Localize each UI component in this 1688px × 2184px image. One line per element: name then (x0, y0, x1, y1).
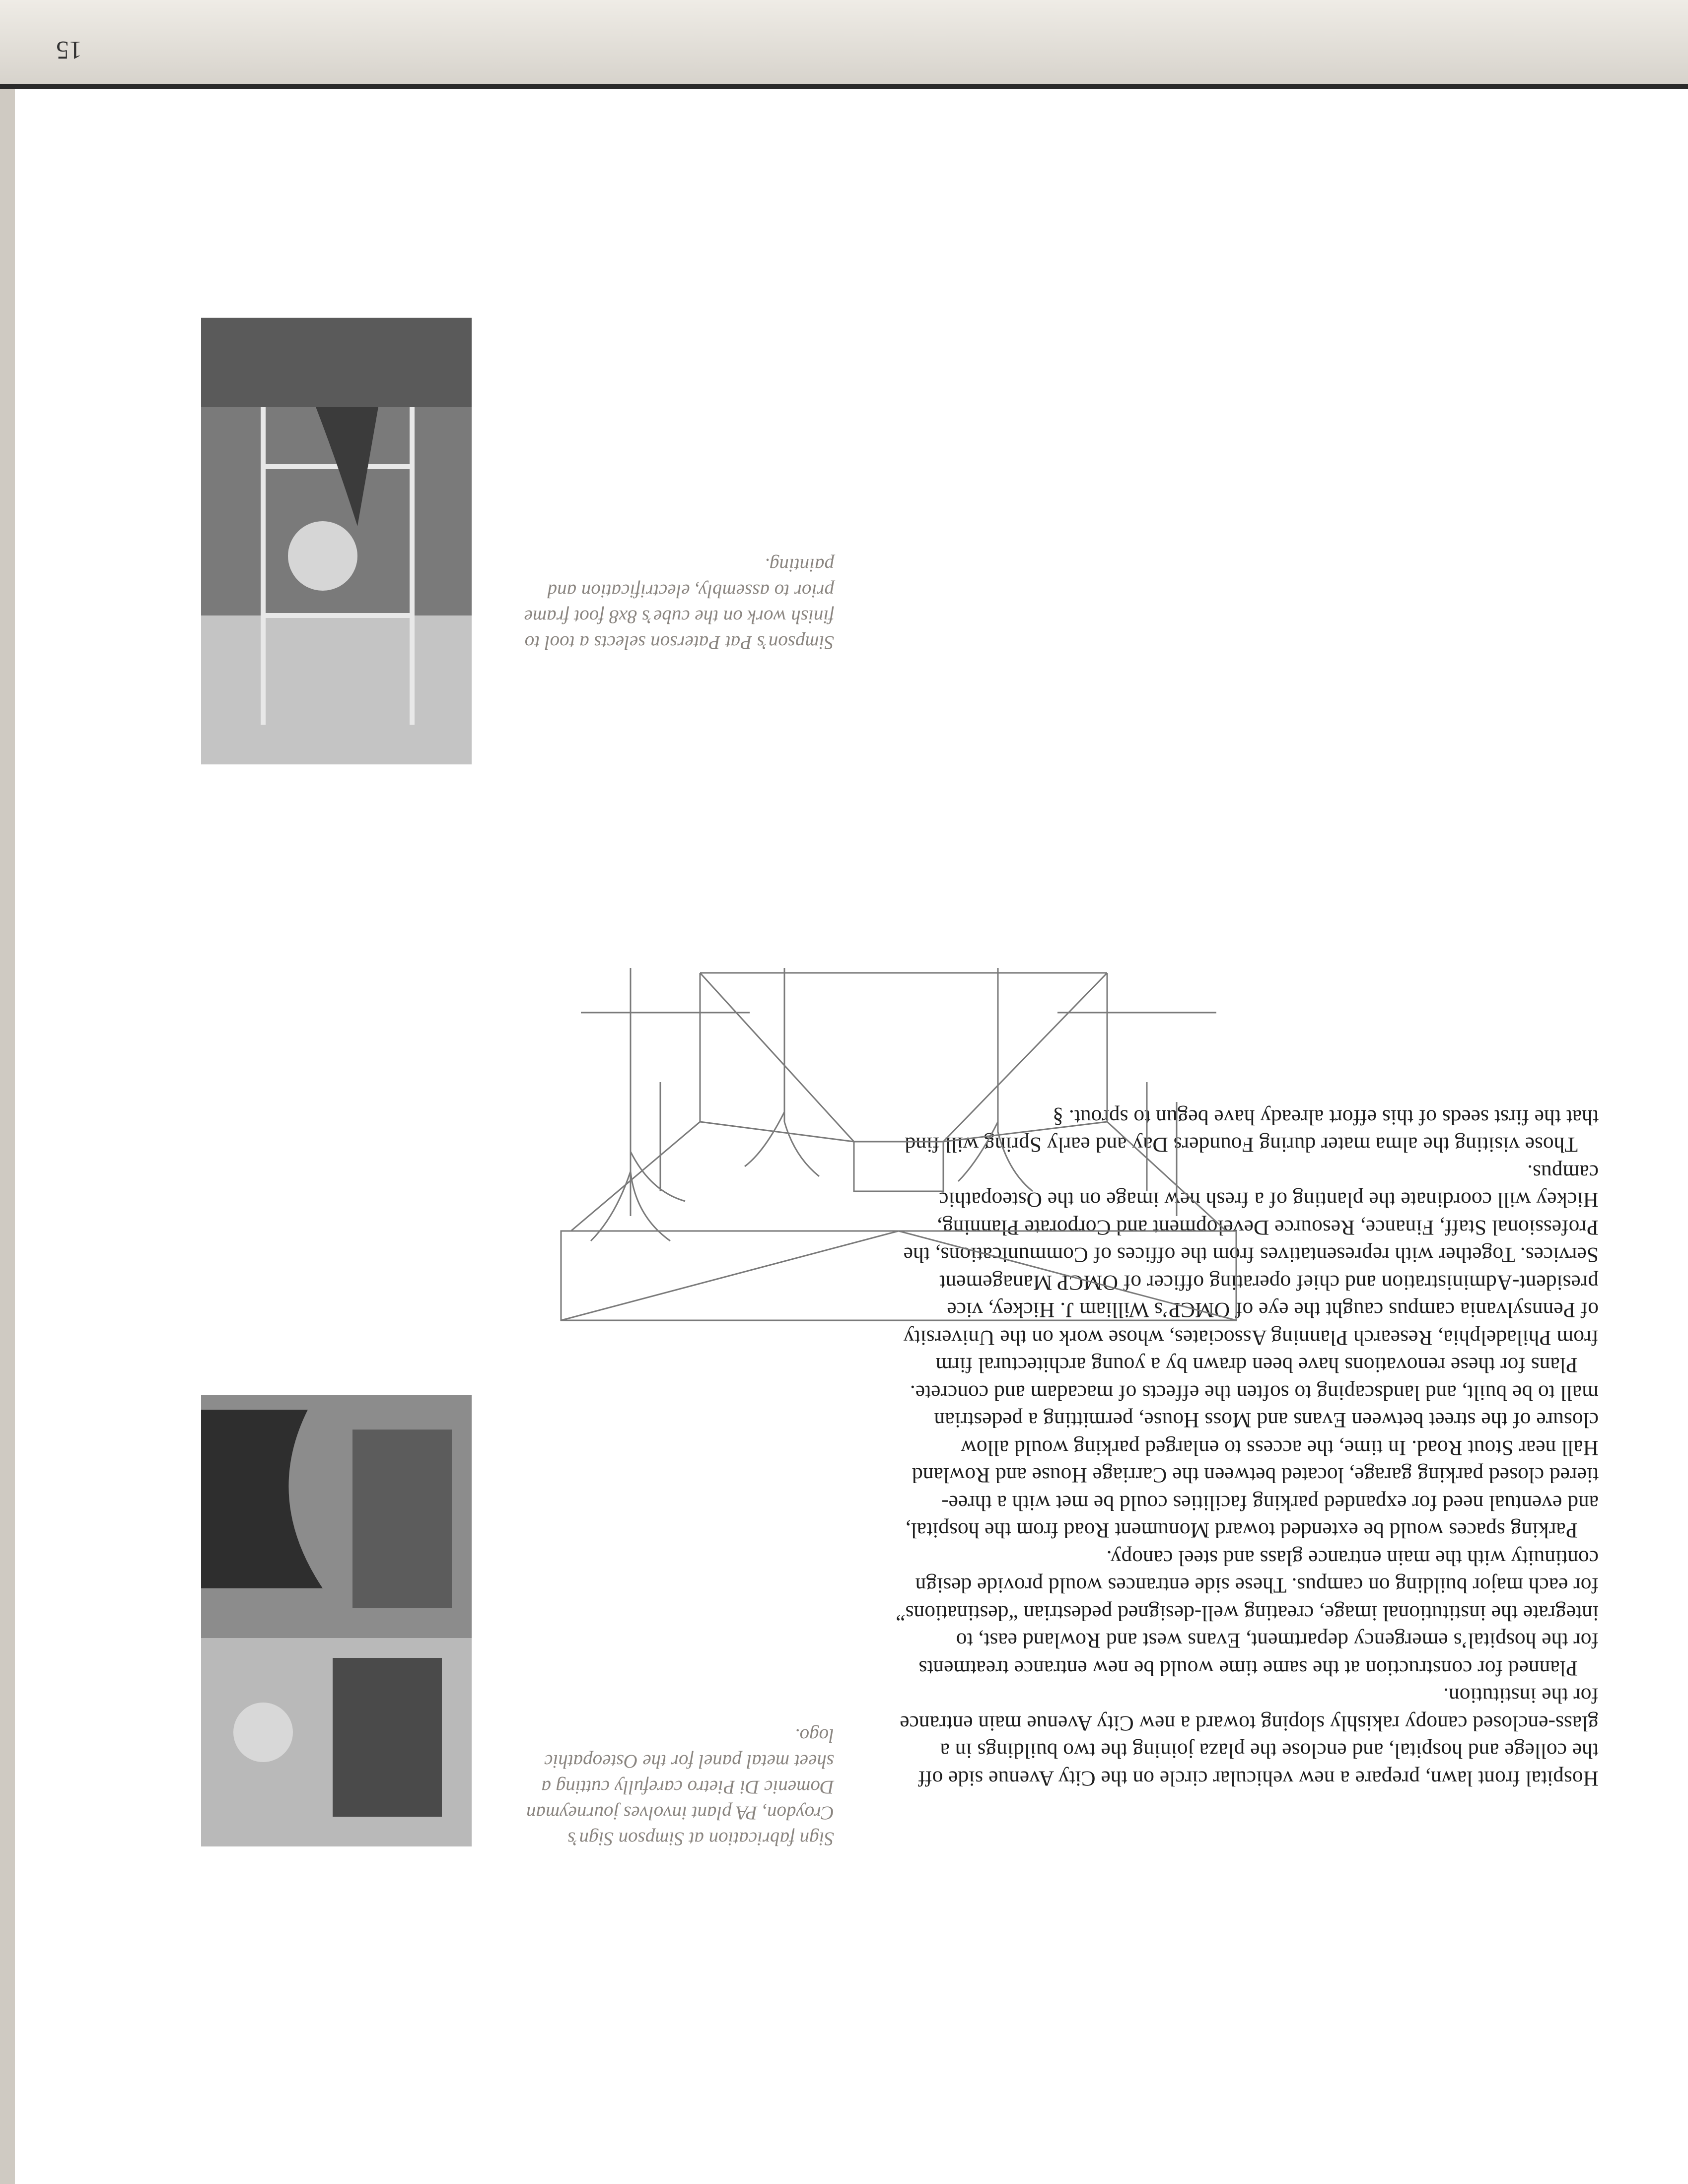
article-paragraph: Parking spaces would be extended toward Monument Road from the hospital, and eventual need for expanded parking facilities could be met with a three-tiered closed parking garage, located between the Carriage House and Rowland Hall near Stout Road. In time, the access to enlarged parking would allow closure of the street between Evans and Moss House, permitting a pedestrian mall to be built, and landscaping to soften the effects of macadam and concrete. (905, 1381, 1599, 1543)
tree-trunk-mid (958, 968, 1033, 1191)
photo-frame-assembly-image (201, 318, 472, 764)
closing-text: Those visiting the alma mater during Founders Day and early Spring will find that the first seeds of this effort already have begun to sprout. (905, 1105, 1599, 1157)
left-wall (1107, 973, 1226, 1231)
vanishing-lines (700, 973, 1107, 1142)
bottom-rule (0, 84, 1688, 89)
tree-trunk-large (591, 968, 685, 1241)
photo-sign-fabrication-image (201, 1395, 472, 1846)
article-paragraph: Plans for these renovations have been drawn by a young architectural firm from Philadelphia, Research Planning Associates, whose work on the University of Pennsylvania campus caught the eye of OMCP’s William J. Hickey, vice president-Administration and chief operating officer of OMCP Management Services. Together with representatives from the offices of Communications, the Professional Staff, Finance, Resource Development and Corporate Planning, Hickey will coordinate the planting of a fresh new image on the Osteopathic campus. (903, 1160, 1599, 1377)
scan-margin (0, 0, 1688, 84)
facade-grid (631, 1082, 1177, 1216)
page-edge-shadow (0, 84, 15, 2184)
canopy-outline (561, 1231, 1236, 1320)
photo-frame-assembly (201, 318, 472, 764)
photo-sign-fabrication (201, 1395, 472, 1846)
caption-frame-assembly: Simpson’s Pat Paterson selects a tool to finish work on the cube’s 8x8 foot frame prior to assembly, electrification and painting. (524, 554, 834, 653)
article-paragraph: Planned for construction at the same time would be new entrance treatments for the hospital’s emergency department, Evans west and Rowland east, to integrate the institutional image, creating well-designed pedestrian “destinations” for each major building on campus. These side entrances would provide design continuity with the main entrance glass and steel canopy. (896, 1546, 1599, 1680)
end-mark-icon: § (1053, 1105, 1064, 1129)
caption-sign-fabrication: Sign fabrication at Simpson Sign’s Croydon, PA plant involves journeyman Domenic Di Pietro carefully cutting a sheet metal panel for the Osteopathic logo. (526, 1725, 834, 1849)
canopy-ridge (561, 1231, 1236, 1320)
architectural-rendering (546, 968, 1256, 1380)
page-number: 15 (56, 36, 82, 64)
tree-trunk-right (745, 968, 819, 1176)
article-paragraph: Hospital front lawn, prepare a new vehicular circle on the City Avenue side off the college and hospital, and enclose the plaza joining the two buildings in a glass-enclosed canopy rakishly sloping toward a new City Avenue main entrance for the institution. (900, 1684, 1599, 1790)
vanishing-panel (854, 1142, 943, 1191)
